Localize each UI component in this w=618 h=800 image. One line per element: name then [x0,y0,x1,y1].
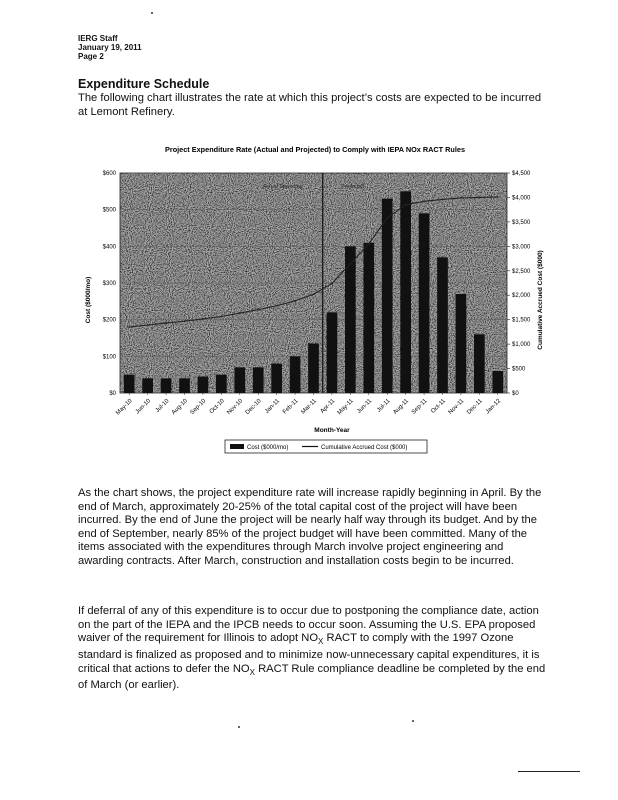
y-tick-label: $600 [102,171,116,177]
y2-axis-label: Cumulative Accrued Cost ($000) [537,250,544,350]
cost-bar [382,199,393,393]
y2-tick-label: $4,000 [512,195,531,202]
header-date: January 19, 2011 [78,43,142,52]
cost-bar [400,191,411,393]
cumulative-point [460,197,462,199]
cumulative-point [184,320,186,322]
legend-line-label: Cumulative Accrued Cost ($000) [321,445,408,451]
expenditure-chart [80,140,550,460]
header-to: IERG Staff [78,34,118,43]
cost-bar [363,243,374,393]
cost-bar [437,257,448,393]
cost-bar [161,378,172,393]
intro-paragraph: The following chart illustrates the rate at which this project’s costs are expected to be incurred at Lemont Refinery. [78,92,542,118]
annotation-actual: Actual Spending [262,184,303,190]
cumulative-point [128,326,130,328]
cumulative-point [147,324,149,326]
y-tick-label: $200 [102,317,116,324]
cumulative-point [220,316,222,318]
y2-tick-label: $1,000 [512,342,531,349]
cost-bar [474,334,485,393]
chart-title: Project Expenditure Rate (Actual and Projected) to Comply with IEPA NOx RACT Rules [164,145,466,154]
cost-bar [234,367,245,393]
cumulative-point [497,196,499,198]
y-tick-label: $0 [109,391,116,397]
x-tick-label: Aug-10 [170,398,189,417]
cost-bar [216,375,227,393]
y2-tick-label: $3,500 [512,219,531,226]
cumulative-point [386,217,388,219]
y-axis-right [507,171,531,397]
y2-tick-label: $0 [512,391,519,397]
x-tick-label: Jan-11 [264,398,282,416]
x-tick-label: Dec-10 [244,398,263,417]
cost-bar [253,367,264,393]
cost-bar [308,344,319,394]
x-tick-label: Oct-11 [430,398,447,415]
cost-bar [456,294,467,393]
cumulative-point [239,312,241,314]
x-tick-label: Nov-11 [447,398,466,416]
y2-tick-label: $2,000 [512,293,531,300]
cost-bar [492,371,503,393]
memo-header [78,34,142,61]
cumulative-point [478,197,480,199]
cumulative-point [405,204,407,206]
cumulative-point [423,200,425,202]
cost-bar [271,364,282,393]
scan-speck [412,720,414,722]
x-tick-label: May-11 [336,398,355,417]
x-tick-label: Sep-10 [189,398,208,417]
x-axis-label: Month-Year [314,427,350,434]
y2-tick-label: $2,500 [512,268,531,275]
cumulative-point [331,283,333,285]
x-axis [115,393,502,417]
cumulative-point [313,293,315,295]
cost-bar [419,213,430,393]
x-tick-label: Nov-10 [226,398,245,417]
cost-bar [290,356,301,393]
cumulative-point [442,199,444,201]
annotation-projected: Projected [341,184,365,190]
cost-bar [198,377,209,394]
para2-subscript-2: X [249,667,255,677]
x-tick-label: Aug-11 [392,398,411,416]
cumulative-point [257,309,259,311]
section-title: Expenditure Schedule [78,77,210,91]
y-axis-label: Cost ($000/mo) [85,276,92,324]
cost-bar [124,375,135,393]
x-tick-label: Jul-11 [376,398,392,414]
cumulative-point [349,263,351,265]
cumulative-point [165,322,167,324]
x-tick-label: Jun-10 [134,398,153,416]
cost-bar [327,312,338,393]
x-tick-label: Mar-11 [300,398,318,416]
cost-bar [142,378,153,393]
cumulative-point [276,305,278,307]
y-tick-label: $300 [102,281,116,287]
cumulative-point [368,243,370,245]
y-tick-label: $400 [102,244,116,251]
x-tick-label: Feb-11 [282,398,300,416]
cumulative-point [294,300,296,302]
footer-rule [518,771,580,772]
para2-subscript-1: X [318,637,324,647]
y2-tick-label: $3,000 [512,244,531,251]
x-tick-label: Jan-12 [484,398,503,416]
y-axis-left [103,171,117,397]
x-tick-label: Oct-10 [208,398,226,416]
x-tick-label: Jul-10 [154,398,171,414]
y2-tick-label: $500 [512,366,526,373]
scan-speck [238,726,240,728]
legend-bar-swatch [230,444,244,449]
x-tick-label: Sep-11 [410,398,429,416]
cost-bar [179,378,190,393]
y-tick-label: $100 [102,354,116,361]
legend-bar-label: Cost ($000/mo) [247,445,289,451]
chart-legend [225,440,427,453]
x-tick-label: Apr-11 [319,398,337,415]
y-tick-label: $500 [102,207,116,214]
y2-tick-label: $4,500 [512,171,531,177]
para2-text-a: If deferral of any of this expenditure is to occur due to postponing the compliance date, action on the part of the IEPA and the IPCB needs to occur soon. Assuming the U.S. EPA proposed waiver of the requirement for Illinois to adopt NO [78,605,539,645]
cumulative-point [202,318,204,320]
paragraph-chart-discussion: As the chart shows, the project expenditure rate will increase rapidly beginning in April. By the end of March, approximately 20-25% of the total capital cost of the project will have been incurred. By the end of June the project will be nearly half way through its budget. And by the end of September, nearly 85% of the project budget will have been committed. Many of the items associated with the expenditures through March involve project engineering and awarding contracts. After March, construction and installation costs begin to be incurred. [78,487,542,567]
header-page: Page 2 [78,52,104,61]
paragraph-deferral [78,605,548,693]
x-tick-label: May-10 [115,398,134,417]
x-tick-label: Jun-11 [356,398,374,416]
scan-speck [151,12,153,14]
x-tick-label: Dec-11 [466,398,484,416]
y2-tick-label: $1,500 [512,317,531,324]
para2-text-c: RACT Rule compliance deadline be completed by the end of March (or earlier). [78,662,546,692]
para2-text-b: RACT to comply with the 1997 Ozone standard is finalized as proposed and to minimize now-unnecessary capital expenditures, it is critical that actions to defer the NO [78,632,540,675]
